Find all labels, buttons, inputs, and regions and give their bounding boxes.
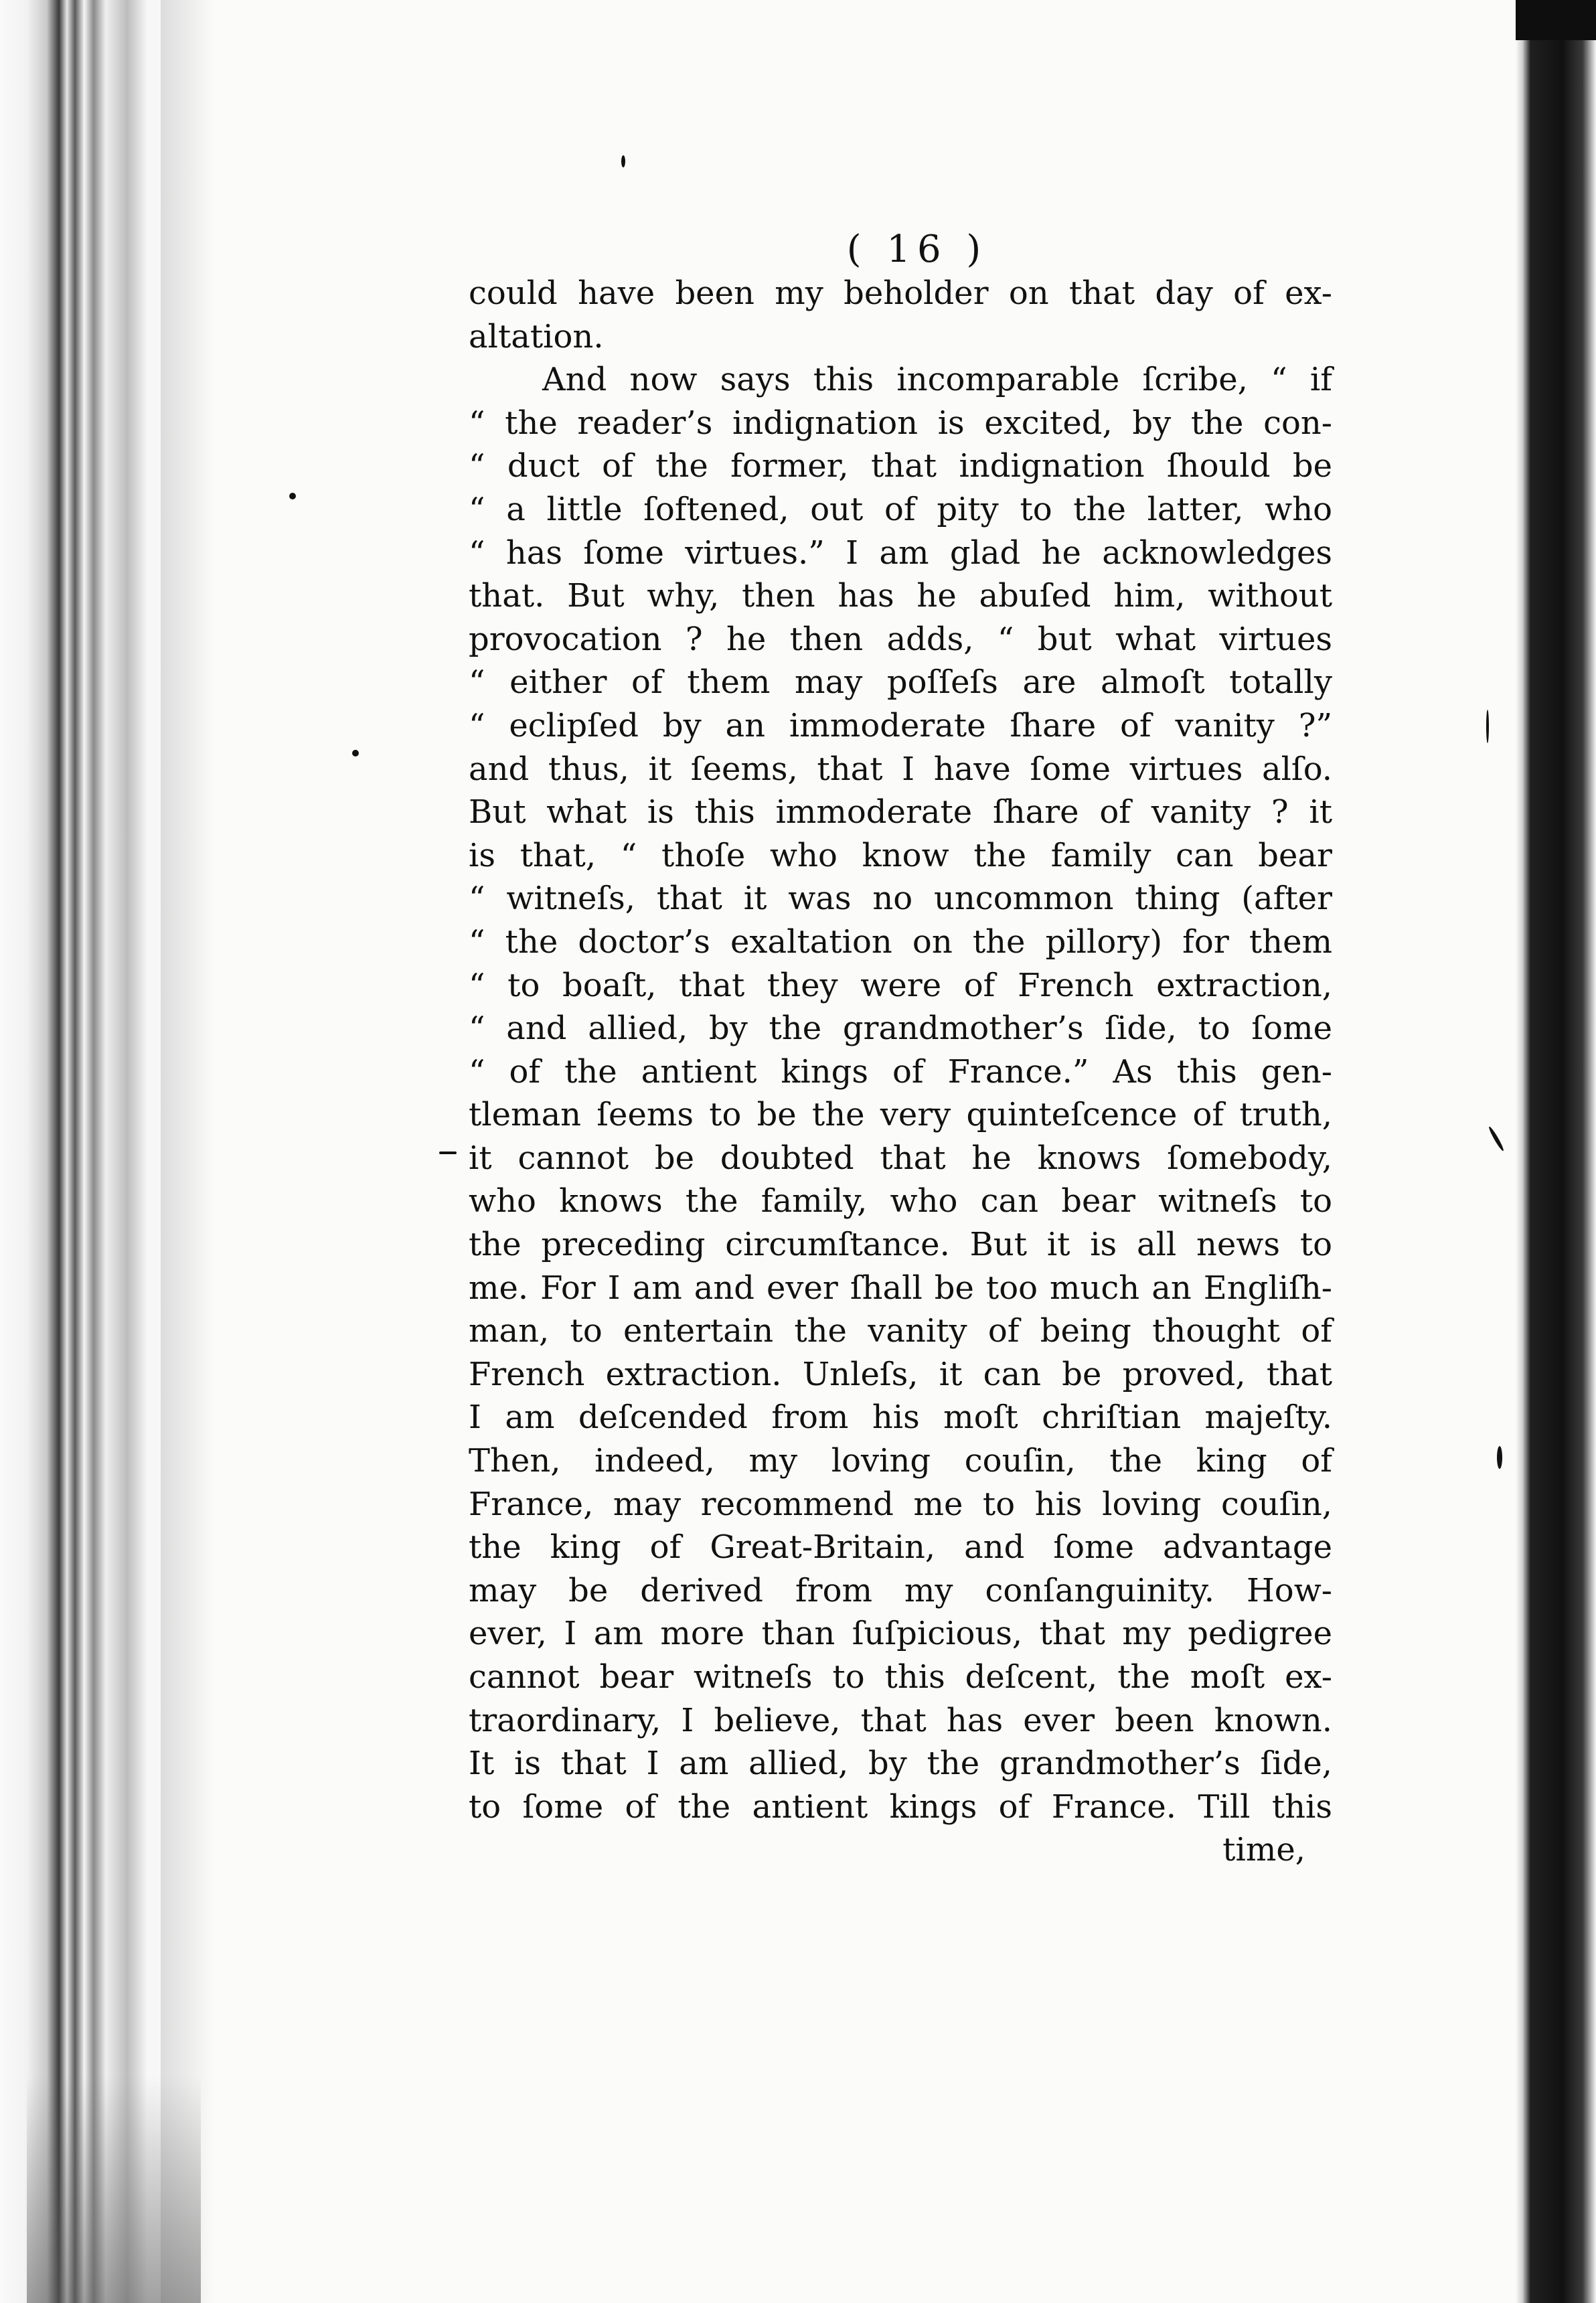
- text-line: But what is this immoderate ſhare of vanity ? it: [469, 793, 1332, 831]
- book-binding-gutter: [0, 0, 214, 2303]
- page-text-block: [469, 228, 1332, 1872]
- text-line: “ the doctor’s exaltation on the pillory) for them: [469, 923, 1332, 961]
- text-line: France, may recommend me to his loving couſin,: [469, 1485, 1332, 1523]
- text-line: may be derived from my conſanguinity. How-: [469, 1571, 1332, 1609]
- text-line: It is that I am allied, by the grandmother’s ſide,: [469, 1745, 1332, 1783]
- text-line: ever, I am more than ſuſpicious, that my pedigree: [469, 1615, 1332, 1653]
- scan-speck: [1486, 710, 1489, 743]
- text-line: the preceding circumſtance. But it is all news to: [469, 1226, 1332, 1264]
- text-line: me. For I am and ever ſhall be too much an Engliſh-: [469, 1269, 1332, 1307]
- text-line: “ witneſs, that it was no uncommon thing (after: [469, 880, 1332, 918]
- text-line: altation.: [469, 317, 604, 355]
- text-line: could have been my beholder on that day of ex-: [469, 274, 1332, 312]
- text-line: the king of Great-Britain, and ſome advantage: [469, 1528, 1332, 1567]
- text-line: “ a little ſoftened, out of pity to the latter, who: [469, 490, 1332, 528]
- text-line: that. But why, then has he abuſed him, without: [469, 577, 1332, 615]
- text-line: provocation ? he then adds, “ but what virtues: [469, 620, 1332, 658]
- text-line: Then, indeed, my loving couſin, the king of: [469, 1442, 1332, 1480]
- page-edge-corner: [1516, 0, 1596, 40]
- text-line: “ the reader’s indignation is excited, by the con-: [469, 404, 1332, 442]
- scan-speck: [352, 750, 359, 757]
- text-line: it cannot be doubted that he knows ſomebody,: [469, 1139, 1332, 1177]
- gutter-shadow: [27, 2075, 201, 2303]
- paragraph-start-line: And now says this incomparable ſcribe, “ if: [542, 361, 1332, 399]
- text-line: French extraction. Unleſs, it can be proved, that: [469, 1355, 1332, 1393]
- text-line: and thus, it ſeems, that I have ſome virtues alſo.: [469, 750, 1332, 788]
- page-edge-right: [1516, 0, 1596, 2303]
- text-line: tleman ſeems to be the very quinteſcence of truth,: [469, 1096, 1332, 1134]
- text-line: “ of the antient kings of France.” As this gen-: [469, 1052, 1332, 1091]
- scan-speck: [439, 1152, 457, 1154]
- text-line: I am deſcended from his moſt chriſtian majeſty.: [469, 1399, 1332, 1437]
- text-line: man, to entertain the vanity of being thought of: [469, 1312, 1332, 1350]
- scan-speck: [289, 493, 296, 499]
- text-line: “ has ſome virtues.” I am glad he acknowledges: [469, 534, 1332, 572]
- text-line: “ either of them may poſſeſs are almoſt totally: [469, 663, 1332, 702]
- text-line: “ to boaſt, that they were of French extraction,: [469, 966, 1332, 1004]
- text-line: is that, “ thoſe who know the family can bear: [469, 836, 1332, 874]
- text-line: “ and allied, by the grandmother’s ſide, to ſome: [469, 1010, 1332, 1048]
- text-line: “ eclipſed by an immoderate ſhare of vanity ?”: [469, 706, 1332, 744]
- text-line: “ duct of the former, that indignation ſhould be: [469, 447, 1332, 485]
- scan-speck: [1497, 1446, 1502, 1469]
- catchword: time,: [1222, 1831, 1305, 1869]
- scan-speck: [621, 155, 625, 167]
- text-line: to ſome of the antient kings of France. Till this: [469, 1788, 1332, 1826]
- text-line: traordinary, I believe, that has ever been known.: [469, 1701, 1332, 1739]
- page-number: ( 16 ): [846, 228, 988, 271]
- text-line: who knows the family, who can bear witneſs to: [469, 1182, 1332, 1220]
- scan-speck: [1488, 1125, 1505, 1152]
- text-line: cannot bear witneſs to this deſcent, the moſt ex-: [469, 1658, 1332, 1696]
